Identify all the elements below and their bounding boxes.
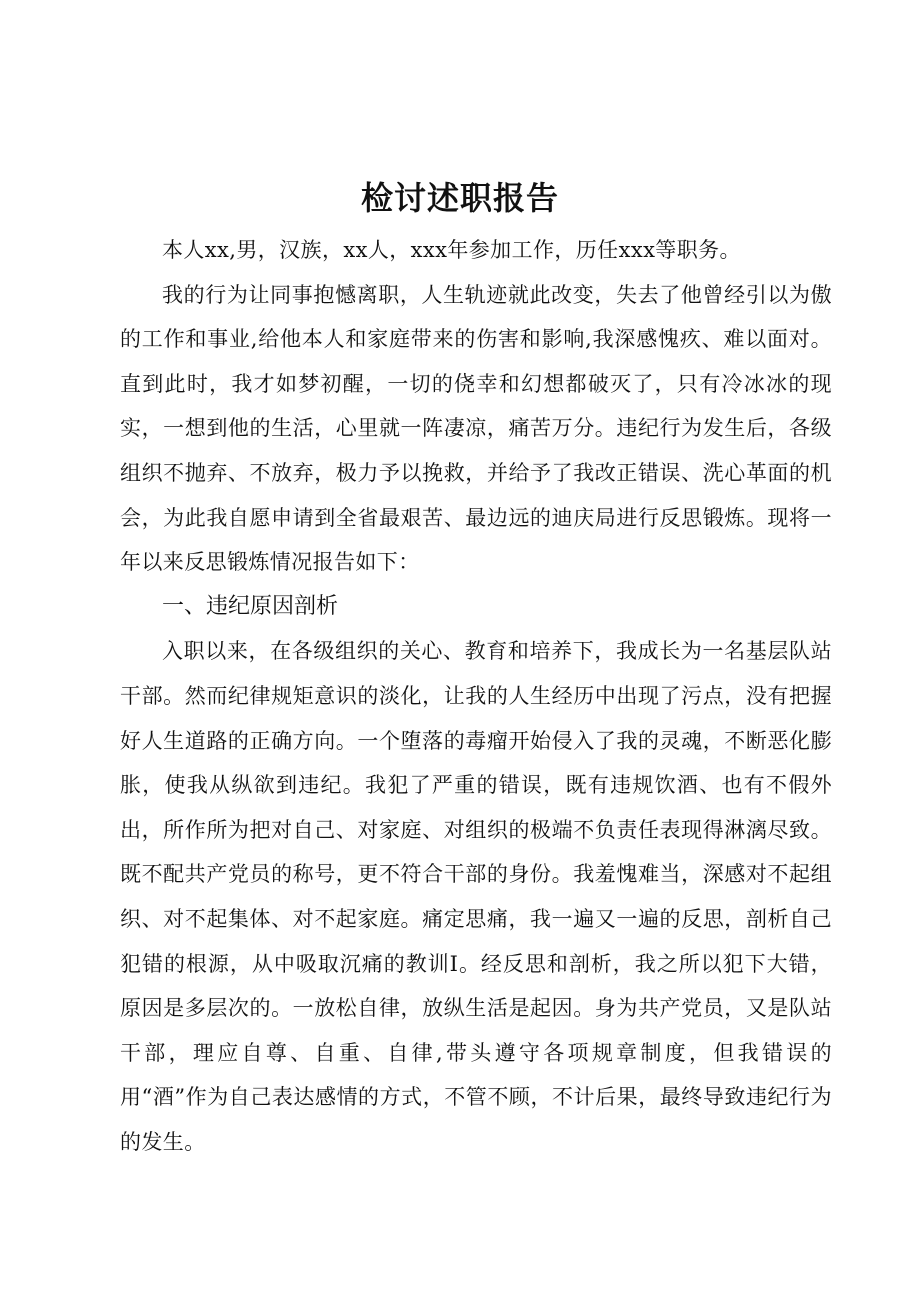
section-heading: 一、违纪原因剖析 (162, 593, 339, 619)
document-body (120, 228, 832, 1164)
document-title: 检讨述职报告 (360, 179, 559, 217)
intro-paragraph: 本人xx,男，汉族，xx人，xxx年参加工作，历任xxx等职务。 (162, 238, 741, 262)
analysis-paragraph: 入职以来，在各级组织的关心、教育和培养下，我成长为一名基层队站干部。然而纪律规矩意识的淡化，让我的人生经历中出现了污点，没有把握好人生道路的正确方向。一个堕落的毒瘤开始侵入了我的灵魂，不断恶化膨胀，使我从纵欲到违纪。我犯了严重的错误，既有违规饮酒、也有不假外出，所作所为把对自己、对家庭、对组织的极端不负责任表现得淋漓尽致。既不配共产党员的称号，更不符合干部的身份。我羞愧难当，深感对不起组织、对不起集体、对不起家庭。痛定思痛，我一遍又一遍的反思，剖析自己犯错的根源，从中吸取沉痛的教训I。经反思和剖析，我之所以犯下大错，原因是多层次的。一放松自律，放纵生活是起因。身为共产党员，又是队站干部，理应自尊、自重、自律,带头遵守各项规章制度，但我错误的用“酒”作为自己表达感情的方式，不管不顾，不计后果，最终导致违纪行为的发生。 (120, 639, 832, 1154)
background-paragraph: 我的行为让同事抱憾离职，人生轨迹就此改变，失去了他曾经引以为傲的工作和事业,给他本人和家庭带来的伤害和影响,我深感愧疚、难以面对。直到此时，我才如梦初醒，一切的侥幸和幻想都破灭了，只有冷冰冰的现实，一想到他的生活，心里就一阵凄凉，痛苦万分。违纪行为发生后，各级组织不抛弃、不放弃，极力予以挽救，并给予了我改正错误、洗心革面的机会，为此我自愿申请到全省最艰苦、最边远的迪庆局进行反思锻炼。现将一年以来反思锻炼情况报告如下： (120, 282, 832, 575)
